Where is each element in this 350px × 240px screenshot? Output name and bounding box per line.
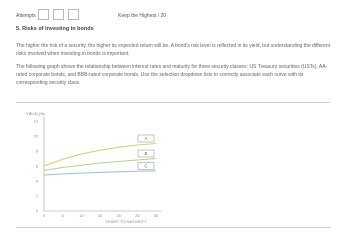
x-tick-label: 25 (135, 213, 140, 218)
keep-highest-label: Keep the Highest / 20 (118, 13, 167, 19)
yield-chart-frame (16, 102, 330, 228)
y-tick-label: 6 (35, 163, 38, 169)
attempt-box-2 (53, 9, 64, 20)
attempts-bar (0, 6, 350, 28)
x-tick-label: 20 (116, 213, 121, 218)
x-axis-label: YEARS TO MATURITY (105, 219, 147, 224)
y-axis-label: YIELD (%) (26, 111, 45, 116)
instructions-paragraph: The following graph shows the relationship between interest rates and maturity for three security classes: US Treasury securities (USTs), AA-rated corporate bonds, and BBB-rated corporate bonds. Use the selection dropdown lists to correctly associate each curve with its corresponding security class. (16, 64, 328, 86)
yield-chart (16, 103, 330, 227)
y-tick-label: 8 (35, 148, 38, 154)
attempt-box-1 (38, 9, 49, 20)
intro-paragraph: The higher the risk of a security, the higher its expected return will be. A bond's risk level is reflected in its yield, but understanding the different risks involved when investing in bonds is important. (16, 43, 330, 57)
question-title: 5. Risks of investing in bonds (16, 26, 94, 32)
x-tick-label: 30 (153, 213, 159, 218)
series-label-a: A (144, 136, 148, 142)
attempts-label: Attempts (16, 13, 36, 19)
x-tick-label: 5 (61, 213, 64, 218)
series-label-b: B (144, 151, 148, 157)
attempt-box-3 (68, 9, 79, 20)
y-tick-label: 10 (33, 133, 38, 139)
y-tick-label: 0 (35, 208, 38, 214)
x-tick-label: 10 (79, 213, 84, 218)
series-label-c: C (144, 163, 148, 169)
y-tick-label: 4 (35, 178, 38, 184)
y-tick-label: 2 (35, 193, 38, 199)
x-tick-label: 0 (42, 213, 46, 218)
y-tick-label: 12 (33, 118, 38, 124)
series-line-c (44, 171, 156, 175)
x-tick-label: 15 (97, 213, 103, 218)
